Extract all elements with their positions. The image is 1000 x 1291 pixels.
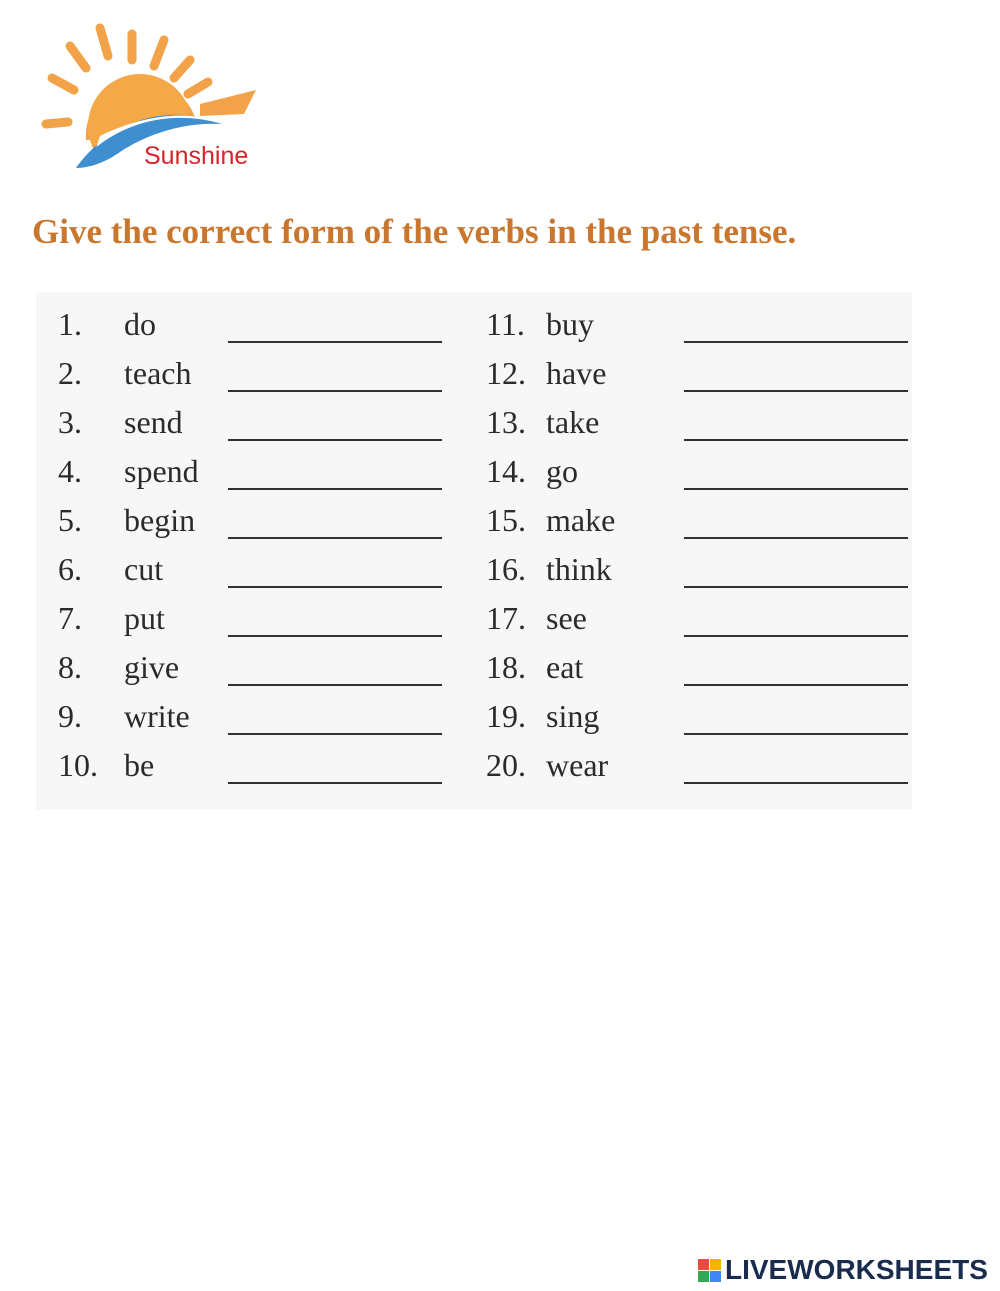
item-verb: be	[124, 747, 155, 783]
item-number: 9.	[58, 698, 82, 734]
item-number: 16.	[486, 551, 526, 587]
item-number: 15.	[486, 502, 526, 538]
item-number: 11.	[486, 306, 525, 342]
logo-square	[698, 1271, 709, 1282]
answer-blank[interactable]	[228, 439, 442, 441]
item-verb: spend	[124, 453, 199, 489]
item-verb: write	[124, 698, 190, 734]
logo-square	[698, 1259, 709, 1270]
item-number: 8.	[58, 649, 82, 685]
item-number: 3.	[58, 404, 82, 440]
logo-text: Sunshine	[144, 142, 249, 170]
item-verb: teach	[124, 355, 192, 391]
item-number: 5.	[58, 502, 82, 538]
answer-blank[interactable]	[684, 733, 908, 735]
answer-blank[interactable]	[228, 782, 442, 784]
item-number: 17.	[486, 600, 526, 636]
item-number: 2.	[58, 355, 82, 391]
answer-blank[interactable]	[228, 390, 442, 392]
item-verb: eat	[546, 649, 584, 685]
item-verb: wear	[546, 747, 609, 783]
answer-blank[interactable]	[684, 488, 908, 490]
answer-blank[interactable]	[684, 782, 908, 784]
answer-blank[interactable]	[684, 537, 908, 539]
item-verb: sing	[546, 698, 600, 734]
item-verb: send	[124, 404, 183, 440]
item-number: 7.	[58, 600, 82, 636]
answer-blank[interactable]	[684, 341, 908, 343]
answer-blank[interactable]	[228, 733, 442, 735]
item-verb: put	[124, 600, 165, 636]
verb-exercise	[36, 292, 912, 810]
instruction-heading: Give the correct form of the verbs in the past tense.	[32, 212, 797, 251]
answer-blank[interactable]	[684, 586, 908, 588]
item-verb: have	[546, 355, 607, 391]
item-number: 18.	[486, 649, 526, 685]
logo-square	[710, 1271, 721, 1282]
item-verb: make	[546, 502, 616, 538]
answer-blank[interactable]	[228, 586, 442, 588]
item-verb: give	[124, 649, 180, 685]
sunshine-logo	[40, 20, 280, 180]
item-verb: think	[546, 551, 612, 587]
item-verb: see	[546, 600, 587, 636]
item-verb: do	[124, 306, 156, 342]
answer-blank[interactable]	[228, 635, 442, 637]
item-number: 4.	[58, 453, 82, 489]
answer-blank[interactable]	[684, 684, 908, 686]
item-number: 6.	[58, 551, 82, 587]
liveworksheets-logo-icon	[698, 1259, 721, 1282]
answer-blank[interactable]	[228, 488, 442, 490]
item-number: 10.	[58, 747, 98, 783]
answer-blank[interactable]	[228, 684, 442, 686]
item-number: 19.	[486, 698, 526, 734]
item-verb: begin	[124, 502, 196, 538]
footer-brand: LIVEWORKSHEETS	[725, 1254, 988, 1285]
item-number: 14.	[486, 453, 526, 489]
answer-blank[interactable]	[684, 635, 908, 637]
item-number: 20.	[486, 747, 526, 783]
item-number: 12.	[486, 355, 526, 391]
liveworksheets-footer	[698, 1254, 988, 1286]
item-verb: cut	[124, 551, 164, 587]
answer-blank[interactable]	[228, 341, 442, 343]
item-verb: go	[546, 453, 578, 489]
logo-square	[710, 1259, 721, 1270]
item-verb: take	[546, 404, 600, 440]
answer-blank[interactable]	[228, 537, 442, 539]
item-verb: buy	[546, 306, 594, 342]
answer-blank[interactable]	[684, 439, 908, 441]
item-number: 13.	[486, 404, 526, 440]
answer-blank[interactable]	[684, 390, 908, 392]
item-number: 1.	[58, 306, 82, 342]
